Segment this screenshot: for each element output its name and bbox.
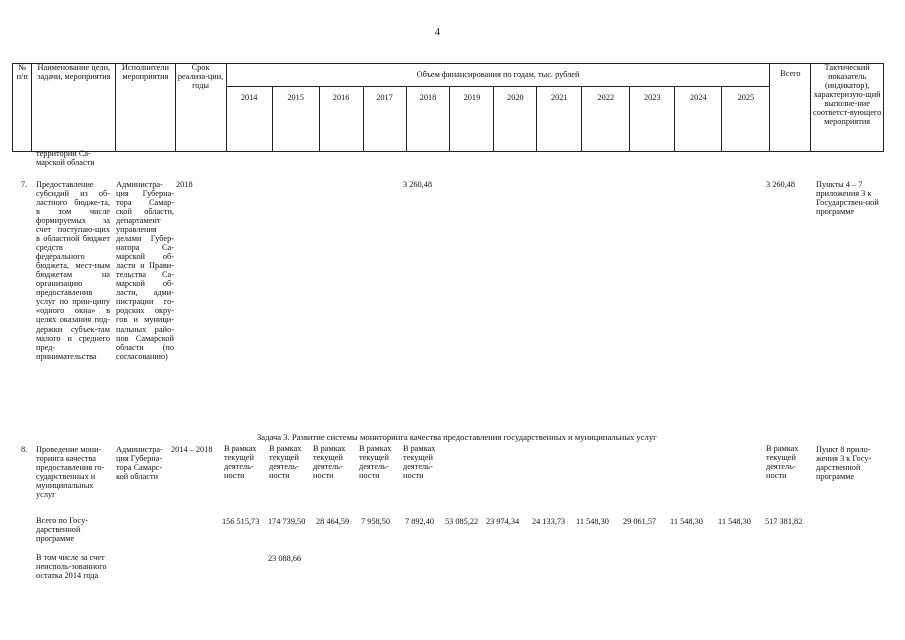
total-2015: 174 739,50 [268,517,306,526]
row7-amount-2018: 3 260,48 [403,180,433,189]
total-2024: 11 548,30 [670,517,703,526]
header-total: Всего [770,64,811,152]
header-year: 2014 [226,87,272,152]
row8-executor: Администра-ция Губерна-тора Самарс-кой области [116,445,163,482]
total-2014: 156 515,73 [222,517,260,526]
header-year: 2023 [630,87,675,152]
row7-indicator: Пункты 4 – 7 приложения 3 к Государствен-ной программе [816,180,879,217]
total-row-label: Всего по Госу-дарственной программе [36,516,88,544]
task3-caption: Задача 3. Развитие системы мониторинга качества предоставления государственных и муниципальных услуг [257,432,657,442]
row8-within-2015: В рамках текущей деятель-ности [269,444,302,480]
total-2025: 11 548,30 [718,517,751,526]
header-table [12,63,884,152]
total-2018: 7 892,40 [405,517,435,526]
row7-term: 2018 [176,180,193,189]
header-year: 2021 [537,87,582,152]
row7-name: Предоставление субсидий из об-ластного бюдже-та, в том числе формируемых за счет поступаю-щих в областной бюджет средств федерального бюджета, мест-ным бюджетам на организацию предоставления услуг по прин-ципу «одного окна» в целях оказания под-держки субъек-там малого и среднего пред-принимательства [36,180,110,361]
total-2016: 28 464,59 [316,517,350,526]
row8-within-2014: В рамках текущей деятель-ности [224,444,257,480]
header-year: 2017 [363,87,406,152]
header-year: 2020 [494,87,537,152]
row7-number: 7. [21,180,28,189]
row8-indicator: Пункт 8 прило-жения 3 к Госу-дарственной программе [816,445,872,482]
total-2017: 7 958,50 [361,517,391,526]
total-2022: 11 548,30 [576,517,609,526]
header-year: 2022 [582,87,630,152]
header-year: 2018 [406,87,450,152]
row8-total-within: В рамках текущей деятель-ности [766,444,799,480]
row8-within-2018: В рамках текущей деятель-ности [403,444,436,480]
page-number: 4 [435,27,440,38]
row8-within-2016: В рамках текущей деятель-ности [313,444,346,480]
row8-term: 2014 – 2018 [171,445,213,454]
header-year: 2015 [272,87,319,152]
header-name: Наименование цели, задачи, мероприятия [32,64,116,152]
header-year: 2019 [450,87,494,152]
total-2019: 53 085,22 [445,517,479,526]
row7-total: 3 260,48 [766,180,796,189]
unused-row-label: В том числе за счет неисполь-зованного остатка 2014 года [36,553,107,581]
row7-executor: Администра-ция Губерна-тора Самар-ской области, департамент управления делами Губер-натора Са-марской об-ласти и Прави-тельства Са-марской об-ласти, адми-нистрации го-родских окру-гов и муници-пальных райо-нов Самарской области (по согласованию) [116,180,174,361]
header-year: 2025 [722,87,770,152]
header-no: № п/п [13,64,32,152]
header-year: 2016 [319,87,363,152]
header-term: Срок реализа-ции, годы [175,64,226,152]
row8-number: 8. [21,445,28,454]
total-2023: 29 061,57 [623,517,657,526]
total-2020: 23 974,34 [486,517,520,526]
total-2021: 24 133,73 [532,517,566,526]
header-funding: Объем финансирования по годам, тыс. рублей [226,64,770,87]
row8-name: Проведение мони-торинга качества предоставления го-сударственных и муниципальных услуг [36,445,105,500]
continuation-text: территории Са-марской области [36,149,95,168]
header-indicator: Тактический показатель (индикатор), характеризую-щий выполне-ние соответст-вующего мероприятия [811,64,884,152]
total-all: 517 381,82 [765,517,803,526]
row8-within-2017: В рамках текущей деятель-ности [359,444,392,480]
header-year: 2024 [675,87,722,152]
unused-2015: 23 088,66 [268,554,302,563]
header-executors: Исполнители мероприятия [116,64,175,152]
